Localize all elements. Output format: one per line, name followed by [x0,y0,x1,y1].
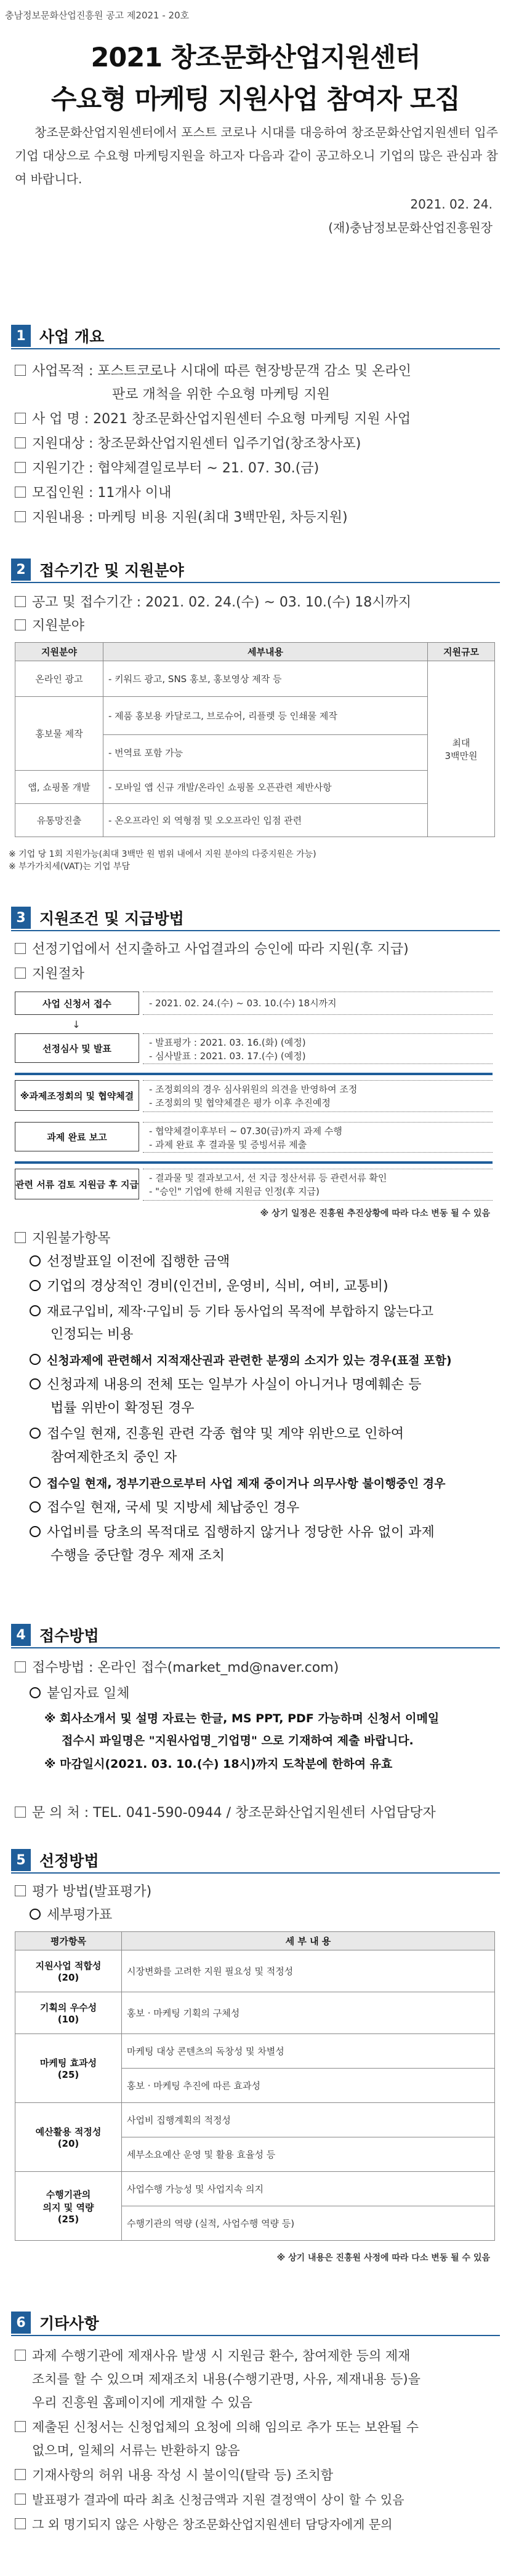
excluded-item-cont: 법률 위반이 확정된 경우 [50,1401,195,1416]
issuing-organization: (재)충남정보문화산업진흥원장 [328,220,493,235]
circle-bullet-icon [30,1354,41,1365]
page-title-line1: 2021 창조문화산업지원센터 [91,42,420,73]
announcement-number: 충남정보문화산업진흥원 공고 제2021 - 20호 [5,10,190,21]
section-1-header [11,325,104,347]
flow-step-3: ※과제조정회의 및 협약체결 [15,1080,139,1111]
detail-cell: - 번역료 포함 가능 [103,735,428,771]
support-field-label: 지원분야 [15,615,499,637]
section-title: 선정방법 [39,1852,99,1870]
table-header: 지원분야 [15,643,103,661]
flow-detail-4: - 협약체결이후부터 ~ 07.30(금)까지 과제 수행 - 과제 완료 후 결과물 및 증빙서류 제출 [143,1122,493,1153]
etc-item-cont: 우리 진흥원 홈페이지에 게재할 수 있음 [32,2395,252,2410]
criteria-detail: 사업비 집행계획의 적정성 [122,2103,495,2137]
section-title: 기타사항 [39,2315,99,2332]
apply-contact: 문 의 처 : TEL. 041-590-0944 / 창조문화산업지원센터 사업담당자 [15,1802,499,1824]
section-number: 2 [11,559,31,581]
excluded-item: 재료구입비, 제작·구입비 등 기타 동사업의 목적에 부합하지 않는다고 [30,1300,497,1322]
circle-bullet-icon [30,1526,41,1537]
excluded-item: 신청과제에 관련해서 지적재산권과 관련한 분쟁의 소지가 있는 경우(표절 포함) [30,1350,497,1372]
section-number: 4 [11,1624,31,1646]
apply-warning-1b: 접수시 파일명은 "지원사업명_기업명" 으로 기재하여 제출 바랍니다. [62,1734,414,1747]
overview-count: 모집인원 : 11개사 이내 [15,482,499,504]
excluded-item: 접수일 현재, 국세 및 지방세 체납중인 경우 [30,1497,497,1519]
field-cell: 홍보물 제작 [15,697,103,771]
excluded-item: 접수일 현재, 진흥원 관련 각종 협약 및 계약 위반으로 인하여 [30,1423,497,1445]
excluded-item-cont: 참여제한조치 중인 자 [50,1450,177,1465]
section-divider [11,1872,500,1874]
circle-bullet-icon [30,1477,41,1488]
section-divider [11,348,500,349]
overview-purpose-cont: 판로 개척을 위한 수요형 마케팅 지원 [112,387,330,402]
section-3-header [11,907,184,929]
section-number: 1 [11,325,31,347]
intro-paragraph: 창조문화산업지원센터에서 포스트 코로나 시대를 대응하여 창조문화산업지원센터 입주기업 대상으로 수요형 마케팅지원을 하고자 다음과 같이 공고하오니 기업의 많은 관심과 참여 바랍니다. [15,125,498,186]
circle-bullet-icon [30,1687,41,1698]
overview-target: 지원대상 : 창조문화산업지원센터 입주기업(창조창사포) [15,433,499,455]
detail-cell: - 모바일 앱 신규 개발/온라인 쇼핑몰 오픈관련 제반사항 [103,771,428,804]
flow-divider [15,1161,493,1164]
criteria-detail: 홍보 · 마케팅 기획의 구체성 [122,1992,495,2034]
section-5-header [11,1849,99,1871]
flow-step-1: 사업 신청서 접수 [15,992,139,1015]
field-cell: 앱, 쇼핑몰 개발 [15,771,103,804]
circle-bullet-icon [30,1428,41,1439]
announcement-date: 2021. 02. 24. [410,197,493,212]
criteria-detail: 홍보 · 마케팅 추진에 따른 효과성 [122,2069,495,2103]
evaluation-table [15,1931,495,2241]
checkbox-square-icon [15,2494,26,2505]
checkbox-square-icon [15,462,26,473]
flow-detail-2: - 발표평가 : 2021. 03. 16.(화) (예정) - 심사발표 : 2021. 03. 17.(수) (예정) [143,1033,493,1064]
scale-cell: 최대 3백만원 [428,661,495,837]
detail-cell: - 온오프라인 외 역형점 및 오오프라인 입점 관련 [103,804,428,837]
table-header: 평가항목 [15,1932,122,1950]
selection-criteria-label: 세부평가표 [30,1904,497,1926]
apply-attachment: 붙임자료 일체 [30,1683,497,1705]
etc-item: 제출된 신청서는 신청업체의 요청에 의해 임의로 추가 또는 보완될 수 [15,2416,499,2438]
flow-step-5: 관련 서류 검토 지원금 후 지급 [15,1169,139,1199]
checkbox-square-icon [15,2421,26,2432]
etc-item: 과제 수행기관에 제재사유 발생 시 지원금 환수, 참여제한 등의 제재 [15,2345,499,2367]
criteria-detail: 세부소요예산 운영 및 활용 효율성 등 [122,2137,495,2172]
checkbox-square-icon [15,437,26,448]
table-header-row [15,643,495,661]
excluded-label: 지원불가항목 [15,1228,499,1250]
checkbox-square-icon [15,943,26,954]
support-method: 선정기업에서 선지출하고 사업결과의 승인에 따라 지원(후 지급) [15,939,499,961]
checkbox-square-icon [15,1807,26,1818]
circle-bullet-icon [30,1378,41,1389]
criteria-detail: 시장변화를 고려한 지원 필요성 및 적정성 [122,1950,495,1992]
table-header: 세부내용 [103,643,428,661]
selection-method: 평가 방법(발표평가) [15,1881,499,1903]
field-cell: 온라인 광고 [15,661,103,697]
checkbox-square-icon [15,2350,26,2361]
checkbox-square-icon [15,2469,26,2480]
section-title: 사업 개요 [39,328,105,346]
circle-bullet-icon [30,1280,41,1291]
arrow-down-icon: ↓ [72,1019,81,1030]
criteria-cell: 기획의 우수성 (10) [15,1992,122,2034]
excluded-item: 접수일 현재, 정부기관으로부터 사업 제재 중이거나 의무사항 불이행중인 경우 [30,1473,497,1495]
etc-item: 발표평가 결과에 따라 최초 신청금액과 지원 결정액이 상이 할 수 있음 [15,2489,499,2511]
section-4-header [11,1624,99,1646]
support-procedure-label: 지원절차 [15,963,499,985]
checkbox-square-icon [15,487,26,498]
section-number: 6 [11,2312,31,2334]
section-number: 5 [11,1849,31,1871]
flow-note: ※ 상기 일정은 진흥원 추진상황에 따라 다소 변동 될 수 있음 [260,1209,490,1218]
section-6-header [11,2312,99,2334]
table-row [15,661,495,697]
flow-step-4: 과제 완료 보고 [15,1122,139,1151]
criteria-detail: 마케팅 대상 콘텐츠의 독창성 및 차별성 [122,2034,495,2069]
circle-bullet-icon [30,1909,41,1920]
circle-bullet-icon [30,1305,41,1316]
etc-item-cont: 조치를 할 수 있으며 제재조치 내용(수행기관명, 사유, 제재내용 등)을 [32,2372,420,2387]
criteria-cell: 수행기관의 의지 및 역량 (25) [15,2172,122,2241]
table-row [15,2034,495,2069]
circle-bullet-icon [30,1501,41,1513]
criteria-detail: 사업수행 가능성 및 사업지속 의지 [122,2172,495,2206]
etc-item: 기재사항의 허위 내용 작성 시 불이익(탈락 등) 조치함 [15,2464,499,2486]
section-title: 접수기간 및 지원분야 [39,562,184,579]
criteria-cell: 마케팅 효과성 (25) [15,2034,122,2103]
table-row [15,2103,495,2137]
flow-detail-1: - 2021. 02. 24.(수) ~ 03. 10.(수) 18시까지 [143,992,493,1015]
flow-step-2: 선정심사 및 발표 [15,1033,139,1063]
table-row [15,771,495,804]
table-row [15,697,495,735]
excluded-item: 선정발표일 이전에 집행한 금액 [30,1251,497,1273]
table-header: 세 부 내 용 [122,1932,495,1950]
checkbox-square-icon [15,596,26,607]
section-divider [11,1647,500,1648]
table-row [15,2172,495,2206]
checkbox-square-icon [15,365,26,376]
checkbox-square-icon [15,619,26,630]
table-header-row [15,1932,495,1950]
apply-method: 접수방법 : 온라인 접수(market_md@naver.com) [15,1657,499,1679]
apply-warning-1a: ※ 회사소개서 및 설명 자료는 한글, MS PPT, PDF 가능하며 신청서 이메일 [44,1712,440,1725]
excluded-item-cont: 수행을 중단할 경우 제재 조치 [50,1548,225,1564]
section-number: 3 [11,907,31,929]
flow-divider [15,1073,493,1075]
overview-name: 사 업 명 : 2021 창조문화산업지원센터 수요형 마케팅 지원 사업 [15,408,499,431]
reception-period: 공고 및 접수기간 : 2021. 02. 24.(수) ~ 03. 10.(수) 18시까지 [15,592,499,614]
checkbox-square-icon [15,1232,26,1243]
checkbox-square-icon [15,1885,26,1896]
criteria-cell: 예산활용 적정성 (20) [15,2103,122,2172]
table-row [15,804,495,837]
overview-content: 지원내용 : 마케팅 비용 지원(최대 3백만원, 차등지원) [15,507,499,529]
criteria-detail: 수행기관의 역량 (실적, 사업수행 역량 등) [122,2206,495,2241]
table-header: 지원규모 [428,643,495,661]
section-divider [11,582,500,583]
excluded-item: 기업의 경상적인 경비(인건비, 운영비, 식비, 여비, 교통비) [30,1276,497,1298]
table-row [15,1950,495,1992]
circle-bullet-icon [30,1255,41,1266]
detail-cell: - 제품 홍보용 카달로그, 브로슈어, 리플렛 등 인쇄물 제작 [103,697,428,735]
etc-item-cont: 없으며, 일체의 서류는 반환하지 않음 [32,2443,240,2458]
checkbox-square-icon [15,1661,26,1672]
section-title: 접수방법 [39,1627,99,1645]
checkbox-square-icon [15,2518,26,2529]
field-cell: 유통망진출 [15,804,103,837]
selection-note: ※ 상기 내용은 진흥원 사정에 따라 다소 변동 될 수 있음 [276,2253,490,2263]
page-title-line2: 수요형 마케팅 지원사업 참여자 모집 [51,84,460,115]
criteria-cell: 지원사업 적합성 (20) [15,1950,122,1992]
overview-purpose: 사업목적 : 포스트코로나 시대에 따른 현장방문객 감소 및 온라인 [15,360,499,383]
apply-warning-2: ※ 마감일시(2021. 03. 10.(수) 18시)까지 도착분에 한하여 유효 [44,1757,393,1771]
section-2-header [11,559,184,581]
checkbox-square-icon [15,413,26,424]
table-row [15,1992,495,2034]
detail-cell: - 키워드 광고, SNS 홍보, 홍보영상 제작 등 [103,661,428,697]
section-title: 지원조건 및 지급방법 [39,910,184,928]
etc-item: 그 외 명기되지 않은 사항은 창조문화산업지원센터 담당자에게 문의 [15,2513,499,2535]
field-note-2: ※ 부가가치세(VAT)는 기업 부담 [9,862,130,872]
overview-period: 지원기간 : 협약체결일로부터 ~ 21. 07. 30.(금) [15,458,499,480]
checkbox-square-icon [15,511,26,522]
excluded-item: 신청과제 내용의 전체 또는 일부가 사실이 아니거나 명예훼손 등 [30,1374,497,1396]
support-field-table [15,642,495,837]
flow-detail-5: - 결과물 및 결과보고서, 선 지급 정산서류 등 관련서류 확인 - "승인" 기업에 한해 지원금 인정(후 지급) [143,1169,493,1201]
section-divider [11,2335,500,2336]
field-note-1: ※ 기업 당 1회 지원가능(최대 3백만 원 범위 내에서 지원 분야의 다중지원은 가능) [9,849,316,859]
section-divider [11,930,500,931]
checkbox-square-icon [15,968,26,979]
flow-detail-3: - 조정회의의 경우 심사위원의 의견을 반영하여 조정 - 조정회의 및 협약체결은 평가 이후 추진예정 [143,1080,493,1112]
excluded-item: 사업비를 당초의 목적대로 집행하지 않거나 정당한 사유 없이 과제 [30,1522,497,1544]
excluded-item-cont: 인정되는 비용 [50,1327,134,1342]
